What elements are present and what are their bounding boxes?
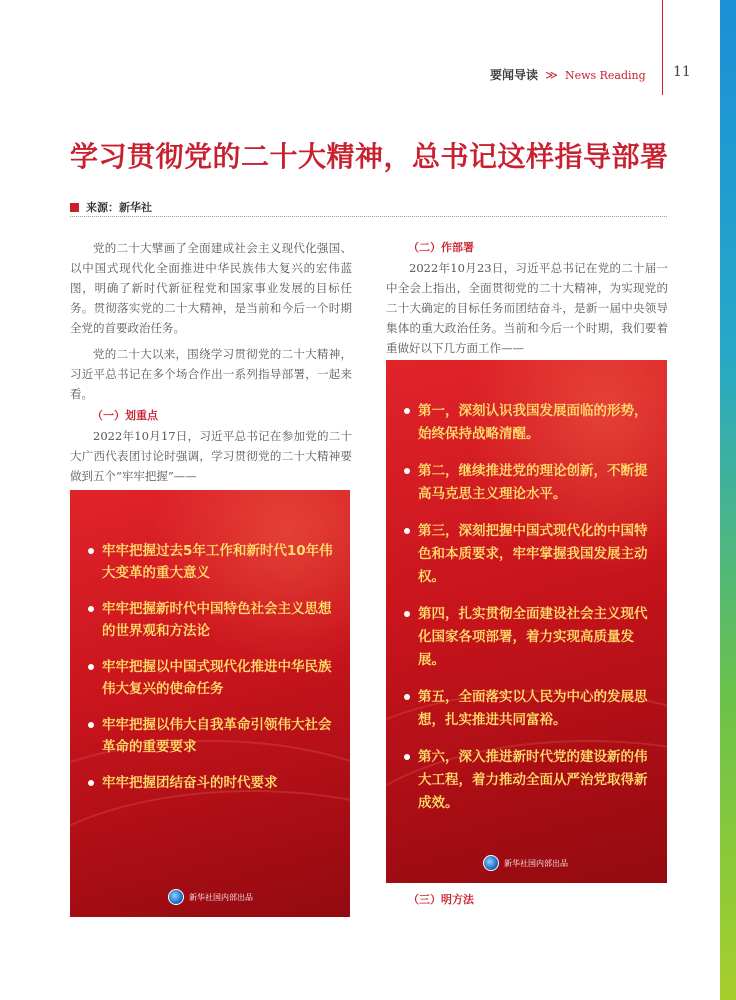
poster-six-tasks <box>386 360 667 883</box>
article-source <box>70 199 152 215</box>
bullet-dot-icon <box>88 780 94 786</box>
bullet-dot-icon <box>88 606 94 612</box>
section-3-heading: （三）明方法 <box>408 893 474 906</box>
bullet-dot-icon <box>404 408 410 414</box>
bullet-dot-icon <box>404 754 410 760</box>
source-divider <box>70 216 667 217</box>
red-square-icon <box>70 203 79 212</box>
intro-paragraph-1: 党的二十大擘画了全面建成社会主义现代化强国、以中国式现代化全面推进中华民族伟大复兴的宏伟蓝图，明确了新时代新征程党和国家事业发展的目标任务。贯彻落实党的二十大精神，是当前和今后一个时期全党的首要政治任务。 <box>70 241 352 335</box>
poster-credit <box>483 855 568 871</box>
poster-list-item: 牢牢把握以中国式现代化推进中华民族伟大复兴的使命任务 <box>102 656 342 700</box>
section-name-en: News Reading <box>564 69 646 82</box>
poster-credit <box>168 889 253 905</box>
poster-list-item: 牢牢把握团结奋斗的时代要求 <box>102 772 342 794</box>
section-2-text: 2022年10月23日，习近平总书记在党的二十届一中全会上指出，全面贯彻党的二十大精神，为实现党的二十大确定的目标任务而团结奋斗，是新一届中央领导集体的重大政治任务。当前和今后一个时期，我们要着重做好以下几方面工作—— <box>386 261 668 355</box>
poster-list <box>418 400 654 829</box>
bullet-dot-icon <box>404 694 410 700</box>
bullet-dot-icon <box>88 664 94 670</box>
article-title: 学习贯彻党的二十大精神，总书记这样指导部署 <box>70 140 669 173</box>
bullet-dot-icon <box>404 528 410 534</box>
section-1-text: 2022年10月17日，习近平总书记在参加党的二十大广西代表团讨论时强调，学习贯彻党的二十大精神要做到五个“牢牢把握”—— <box>70 429 352 483</box>
poster-list-item: 牢牢把握以伟大自我革命引领伟大社会革命的重要要求 <box>102 714 342 758</box>
source-label: 来源：新华社 <box>86 201 152 214</box>
double-chevron-icon: ≫ <box>545 68 558 82</box>
poster-five-firmly-grasp <box>70 490 350 917</box>
section-1-heading: （一）划重点 <box>92 409 158 422</box>
running-header <box>490 66 654 83</box>
xinhua-logo-icon <box>168 889 184 905</box>
poster-list-item: 第五，全面落实以人民为中心的发展思想，扎实推进共同富裕。 <box>418 686 654 732</box>
poster-list-item: 第二，继续推进党的理论创新，不断提高马克思主义理论水平。 <box>418 460 654 506</box>
bullet-dot-icon <box>404 611 410 617</box>
poster-credit-text: 新华社国内部出品 <box>504 858 568 868</box>
page-number: 11 <box>673 64 691 80</box>
left-column-text <box>70 238 352 486</box>
section-2-heading: （二）作部署 <box>408 241 474 254</box>
poster-list-item: 第一，深刻认识我国发展面临的形势，始终保持战略清醒。 <box>418 400 654 446</box>
intro-paragraph-2: 党的二十大以来，围绕学习贯彻党的二十大精神，习近平总书记在多个场合作出一系列指导部署，一起来看。 <box>70 347 352 401</box>
poster-list <box>102 540 342 808</box>
poster-list-item: 第三，深刻把握中国式现代化的中国特色和本质要求，牢牢掌握我国发展主动权。 <box>418 520 654 589</box>
bullet-dot-icon <box>88 548 94 554</box>
section-name: 要闻导读 <box>490 68 539 82</box>
right-column-text <box>386 238 668 358</box>
poster-list-item: 第四，扎实贯彻全面建设社会主义现代化国家各项部署，着力实现高质量发展。 <box>418 603 654 672</box>
xinhua-logo-icon <box>483 855 499 871</box>
poster-list-item: 牢牢把握过去5年工作和新时代10年伟大变革的重大意义 <box>102 540 342 584</box>
page-edge-color-strip <box>720 0 736 1000</box>
poster-credit-text: 新华社国内部出品 <box>189 892 253 902</box>
poster-list-item: 牢牢把握新时代中国特色社会主义思想的世界观和方法论 <box>102 598 342 642</box>
bullet-dot-icon <box>404 468 410 474</box>
poster-list-item: 第六，深入推进新时代党的建设新的伟大工程，着力推动全面从严治党取得新成效。 <box>418 746 654 815</box>
header-divider-line <box>662 0 663 95</box>
bullet-dot-icon <box>88 722 94 728</box>
